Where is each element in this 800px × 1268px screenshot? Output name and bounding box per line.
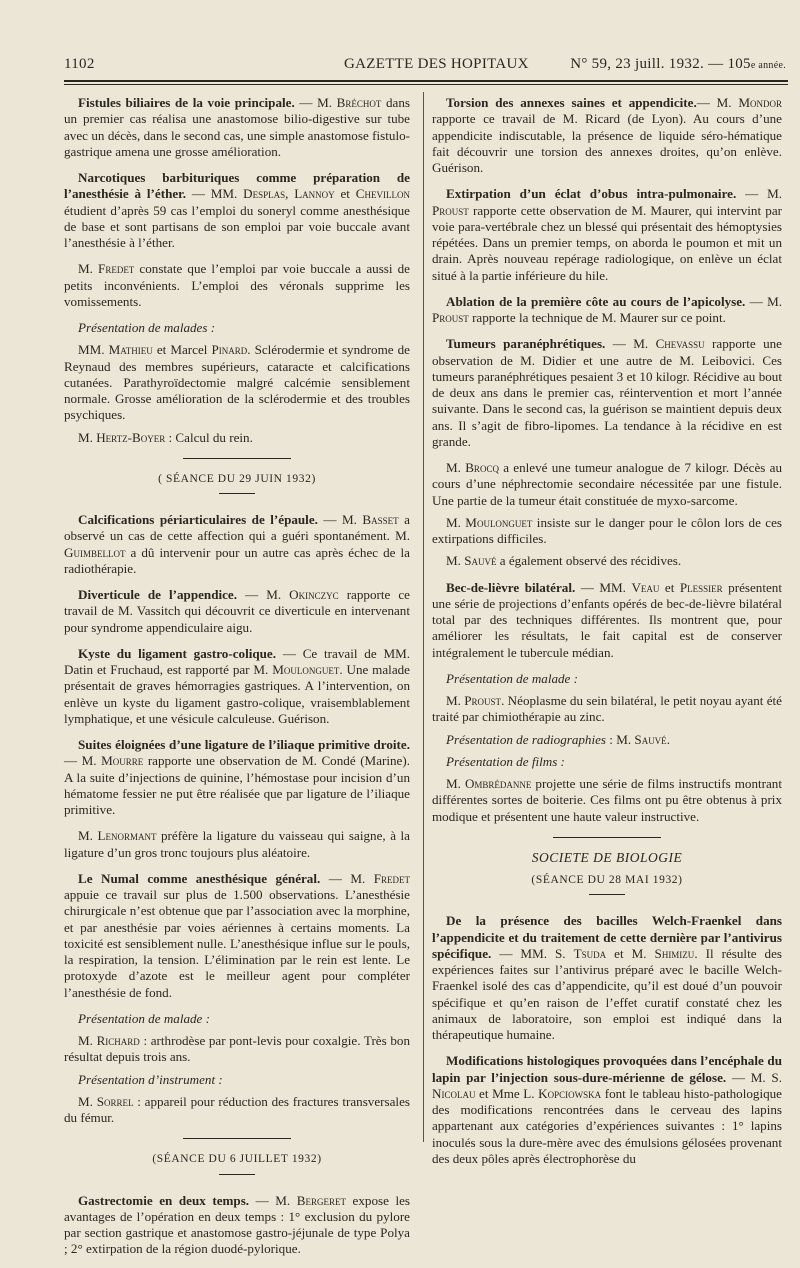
header-rule-thick [64,80,788,82]
entry-bec-de-lievre [432,580,782,661]
entry-text: — MM. [186,186,244,202]
entry-proust-sein [432,693,782,726]
author-name: Veau [631,579,660,595]
entry-heading: Le Numal comme anesthésique général. [78,870,321,886]
entry-text: rapporte une observation de M. Condé (Marine). A la suite d’injections de quinine, l’hémostase pour incision d’un hématome fessier ne put être réalisée que par ligature de l’iliaque primitive. [64,753,410,817]
author-name: Hertz-Boyer [96,429,166,445]
entry-fistules [64,95,410,160]
entry-diverticule [64,587,410,636]
right-column [432,95,782,1177]
entry-text: : arthrodèse par pont-levis pour coxalgie. Très bon résultat depuis trois ans. [64,1033,410,1065]
author-name: Lenormant [97,828,157,844]
author-name: Proust [464,693,502,708]
entry-text: font le tableau histo-pathologique des modifications rencontrées dans le cerveau des lapins appartenant aux catégories d’expériences suivantes : 1° lapins inoculés sous la dure-mère avec des émulsions gélosées provenant des deux pôles après électrophorèse du [432,1085,782,1166]
entry-heading: Extirpation d’un éclat d’obus intra-pulmonaire. [446,186,737,202]
author-name: Tsuda [573,945,607,961]
author-name: Proust [432,202,469,218]
header-rule-thin [64,84,788,85]
author-name: Basset [362,512,399,527]
entry-text: et M. [606,945,655,961]
entry-modifications-histologiques [432,1053,782,1167]
section-rule [183,1138,291,1139]
entry-heading: Narcotiques barbituriques comme préparation de l’anesthésie à l’éther. [64,170,410,202]
entry-lenormant [64,828,410,861]
author-name: Desplas [243,186,286,202]
author-name: Mondor [738,95,782,110]
entry-kyste [64,646,410,727]
rubric-radiographies: Présentation de radiographies [446,731,607,747]
entry-heading: Kyste du ligament gastro-colique. [78,645,277,661]
entry-calcifications [64,512,410,577]
entry-text: — M. [736,186,782,202]
entry-text: rapporte ce travail de M. Vassitch qui découvrit ce diverticule en intervenant pour syndrome appendiculaire aigu. [64,587,410,635]
column-divider [423,92,424,1142]
author-name: Sauvé [634,731,667,747]
rubric-presentation-malade: Présentation de malade : [78,1010,210,1026]
entry-text: . Néoplasme du sein bilatéral, le petit noyau ayant été traité par chimiothérapie au zinc. [432,693,782,725]
entry-text: présentent une série de projections d’enfants opérés de bec-de-lièvre bilatéral total par des techniques différentes. Ils montrent que, pour améliorer les résultats, le fait capital est de conserver intégralement le tubercule médian. [432,579,782,660]
page-number: 1102 [64,56,95,72]
author-name: Chevillon [355,186,410,202]
entry-text: rapporte cette observation de M. Maurer, qui intervint par voie para-vertébrale chez un blessé qui présentait des hémoptysies répétées. Dans un premier temps, on aborda le poumon et mit un drain. Après nouveau repérage radiologique, on enlève un éclat situé à la partie inférieure du hile. [432,202,782,283]
entry-text: — M. [320,870,374,886]
entry-text: M. [78,1033,97,1048]
issue-year-suffix: e année. [750,60,786,71]
entry-dash: — M. [294,95,337,110]
section-rule-short [219,493,255,494]
session-date-29-juin: ( SÉANCE DU 29 JUIN 1932) [158,472,316,485]
entry-text: M. [78,261,99,277]
rubric-presentation-malades: Présentation de malades : [78,320,216,335]
left-column [64,95,410,1268]
entry-text: — M. [696,95,739,110]
author-name: Lannoy [294,186,335,202]
entry-eclat-obus [432,186,782,284]
author-name: Fredet [373,870,410,886]
author-name: Mathieu [108,342,153,358]
entry-text: — M. [237,587,290,602]
entry-text: — M. S. [726,1069,782,1085]
entry-text: — M. [64,753,102,769]
entry-text: . Sclérodermie et syndrome de Reynaud des membres supérieurs, cataracte et calcifications cutanées. Parathyroïdectomie malgré calcémie sensiblement normale. Grosse amélioration de la sclérodermie et des troubles psychiques. [64,342,410,423]
entry-text: constate que l’emploi par voie buccale a aussi de petits inconvénients. L’emploi des véronals supprime les vomissements. [64,261,410,309]
section-rule [553,837,661,838]
entry-heading: Fistules biliaires de la voie principale. [78,95,295,110]
author-name: Fredet [98,261,135,277]
entry-text: — M. [745,293,782,309]
entry-text: M. [78,1093,97,1109]
entry-heading: Gastrectomie en deux temps. [78,1192,250,1208]
entry-text: MM. [78,342,109,358]
author-name: Proust [432,310,469,325]
entry-welch-fraenkel [432,913,782,1043]
author-name: Bréchot [336,95,382,110]
author-name: Kopciowska [538,1085,602,1101]
entry-text: — Ce travail de MM. Datin et Fruchaud, est rapporté par M. [64,645,410,677]
author-name: Chevassu [655,336,705,352]
entry-richard [64,1033,410,1066]
entry-narcotiques [64,170,410,251]
entry-text: — M. [317,512,363,527]
author-name: Moulonguet [272,662,340,677]
entry-tumeurs-paranephretiques [432,336,782,450]
entry-text: — M. [605,336,656,352]
author-name: Mourre [101,753,144,769]
entry-text: et [334,186,356,202]
entry-heading: Calcifications périarticulaires de l’épaule. [78,512,318,527]
entry-text: M. [446,553,465,569]
entry-text: . Il résulte des expériences faites sur l’antivirus préparé avec le bacille Welch-Fraenkel isolé des cas d’appendicite, qu’il est doué d’un pouvoir spécifique et qu’en raison de l’effet curatif constaté chez les animaux de laboratoire, son emploi est indiqué dans la thérapeutique humaine. [432,945,782,1042]
entry-text: . Une malade présentait de graves hémorragies gastriques. A l’intervention, on enlève un kyste du ligament gastro-colique, vraisemblablement lymphatique, et une vésicule calculeuse. Guérison. [64,662,410,726]
entry-text: étudient d’après 59 cas l’emploi du soneryl comme anesthésique de base et sont partisans de son emploi par voie buccale avant l’anesthésie à l’éther. [64,202,410,250]
entry-text: projette une série de films instructifs montrant différentes sortes de boiterie. Ces films ont pu être obtenus à prix modique et présentent une haute valeur instructive. [432,776,782,824]
issue-info [570,56,786,73]
entry-text: M. [78,429,97,445]
entry-hertz-boyer [64,430,410,446]
entry-gastrectomie [64,1193,410,1258]
entry-radiographies [432,732,782,748]
author-name: Ombrédanne [464,776,532,791]
entry-heading: Tumeurs paranéphrétiques. [446,336,606,352]
entry-text: et Marcel [152,342,212,358]
author-name: Pinard [211,342,248,358]
entry-text: — MM. [575,579,632,595]
entry-text: dans un premier cas réalisa une anastomose bilio-digestive sur tube avec un décès, dans le second cas, une simple anastomose fistulo-gastrique amena une grosse amélioration. [64,95,410,159]
entry-text: M. [446,776,465,791]
entry-text: , [285,186,295,202]
author-name: Brocq [465,460,499,475]
entry-text: expose les avantages de l’opération en deux temps : 1° exclusion du pylore par section gastrique et anastomose gastro-jéjunale de type Polya ; 2° extirpation de la région duodé-pylorique. [64,1192,410,1257]
author-name: Moulonguet [465,514,533,530]
author-name: Okinczyc [289,587,339,602]
session-date-28-mai: (SÉANCE DU 28 MAI 1932) [531,874,683,886]
author-name: Guimbellot [64,544,126,560]
issue-number: N° 59, 23 juill. 1932. — 105 [570,56,751,72]
entry-torsion-annexes [432,95,782,176]
rubric-presentation-films: Présentation de films : [446,753,565,769]
section-rule-short [219,1174,255,1175]
entry-heading: Suites éloignées d’une ligature de l’iliaque primitive droite. [78,737,410,752]
section-rule [183,458,291,459]
session-date-6-juillet: (SÉANCE DU 6 JUILLET 1932) [152,1153,322,1166]
entry-sauve [432,553,782,569]
running-header [64,56,786,78]
entry-heading: Torsion des annexes saines et appendicite. [446,95,697,110]
entry-brocq [432,460,782,509]
entry-text: M. [78,828,98,844]
entry-text: a dû intervenir pour un autre cas après échec de la radiothérapie. [64,544,410,576]
entry-heading: Modifications histologiques provoquées dans l’encéphale du lapin par l’injection sous-dure-mérienne de gélose. [432,1053,782,1085]
entry-text: a enlevé une tumeur analogue de 7 kilogr. Décès au cours d’une néphrectomie secondaire nécessitée par une fistule. Une partie de la tumeur était constituée de myxo-sarcome. [432,460,782,508]
entry-text: a observé un cas de cette affection qui a guéri spontanément. M. [64,512,410,544]
author-name: Shimizu [654,945,695,961]
entry-numal [64,871,410,1001]
entry-moulonguet [432,515,782,548]
section-rule-short [589,894,625,895]
entry-text: M. [446,460,466,475]
entry-mathieu-pinard [64,342,410,423]
entry-text: — MM. S. [491,945,574,961]
entry-text: et [659,579,680,595]
journal-title: GAZETTE DES HOPITAUX [344,56,529,72]
entry-text: — M. [249,1192,297,1208]
entry-text: et Mme L. [475,1085,539,1101]
entry-text: rapporte une observation de M. Didier et une autre de M. Leibovici. Ces tumeurs paranéphrétiques pesaient 3 et 10 kilogr. Récidive au bout de deux ans dans le premier cas, réintervention et mort l’année suivante. Dans le second cas, la guérison se maintient depuis deux ans. Il s’agit de fibro-lipomes. La tendance à la récidive en est grande. [432,336,782,449]
entry-text: : M. [606,731,635,747]
author-name: Plessier [679,579,723,595]
entry-ombredanne [432,776,782,825]
author-name: Sauvé [464,553,497,569]
entry-text: M. [446,693,465,708]
author-name: Bergeret [296,1192,346,1208]
entry-text: rapporte ce travail de M. Ricard (de Lyon). Au cours d’une appendicite indiscutable, la présence de liquide séro-hématique fait découvrir une torsion des annexes droites, qu’on enlève. Guérison. [432,111,782,175]
entry-heading: Ablation de la première côte au cours de l’apicolyse. [446,293,746,309]
entry-text: . [666,731,670,747]
entry-heading: Diverticule de l’appendice. [78,587,238,602]
entry-text: : Calcul du rein. [165,429,253,445]
entry-premiere-cote [432,294,782,327]
author-name: Sorrel [96,1093,134,1109]
society-title: SOCIETE DE BIOLOGIE [531,849,683,865]
rubric-presentation-instrument: Présentation d’instrument : [78,1071,223,1087]
entry-fredet-comment [64,261,410,310]
entry-text: : appareil pour réduction des fractures transversales du fémur. [64,1093,410,1125]
entry-text: M. [446,514,466,530]
entry-text: rapporte la technique de M. Maurer sur ce point. [468,310,726,325]
entry-text: préfère la ligature du vaisseau qui saigne, à la ligature d’un gros tronc toujours plus aléatoire. [64,828,410,860]
entry-text: a également observé des récidives. [496,553,682,569]
author-name: Nicolau [432,1085,476,1101]
entry-heading: De la présence des bacilles Welch-Fraenkel dans l’appendicite et du traitement de cette dernière par l’antivirus spécifique. [432,913,782,961]
entry-sorrel [64,1094,410,1127]
entry-text: appuie ce travail sur plus de 1.500 observations. L’anesthésie chirurgicale n’est obtenue que par l’association avec la morphine, et par anesthésie par voies aériennes à certains moments. La toxicité est sensiblement nulle. L’anesthésique influe sur le pouls, la respiration, la tension. L’élimination par le rein est lente. Le protoxyde d’azote est le meilleur agent pour compléter l’anesthésie de fond. [64,887,410,1000]
entry-text: insiste sur le danger pour le côlon lors de ces extirpations difficiles. [432,514,782,546]
author-name: Richard [96,1033,140,1048]
rubric-presentation-malade: Présentation de malade : [446,670,578,686]
entry-suites-eloignees [64,737,410,818]
entry-heading: Bec-de-lièvre bilatéral. [446,579,576,595]
